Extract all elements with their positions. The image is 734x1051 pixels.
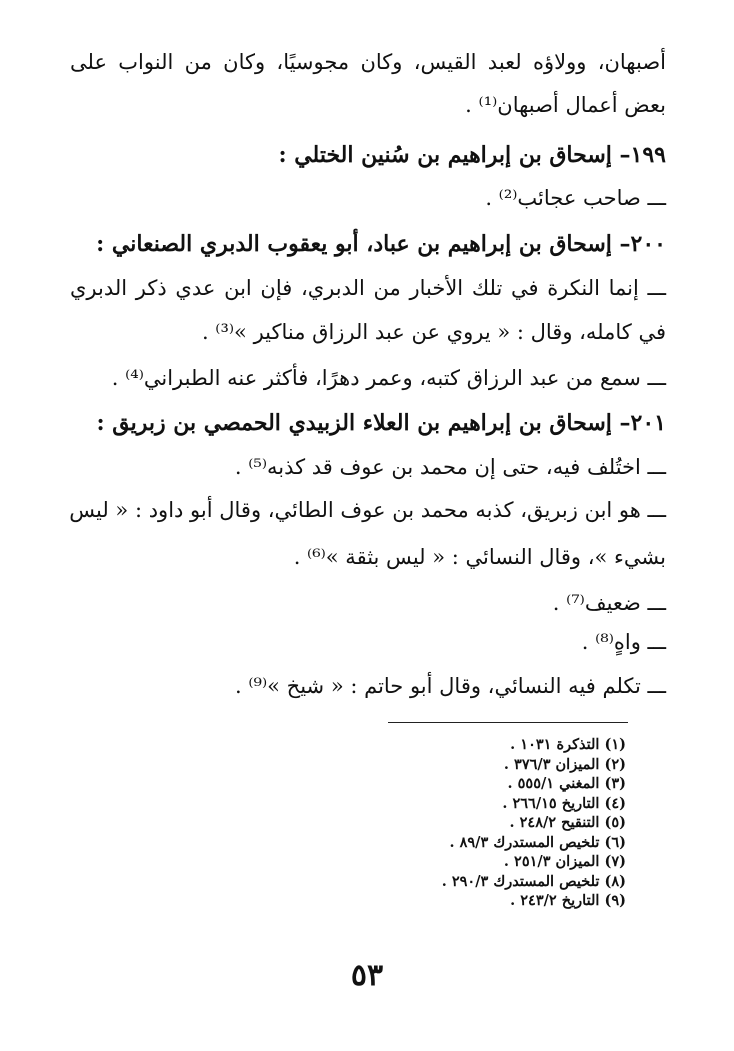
text-line: ـــ صاحب عجائب⁽²⁾ .: [485, 186, 666, 210]
entry-heading-199: ١٩٩– إسحاق بن إبراهيم بن سُنين الختلي :: [278, 142, 666, 168]
footnote-item: (٩) التاريخ ٢٤٣/٢ .: [510, 892, 626, 909]
text-line: بعض أعمال أصبهان⁽¹⁾ .: [465, 93, 666, 117]
text-line: ـــ سمع من عبد الرزاق كتبه، وعمر دهرًا، فأكثر عنه الطبراني⁽⁴⁾ .: [111, 366, 666, 390]
footnote-separator: [388, 722, 628, 723]
entry-heading-200: ٢٠٠– إسحاق بن إبراهيم بن عباد، أبو يعقوب الدبري الصنعاني :: [96, 231, 666, 257]
footnote-item: (٨) تلخيص المستدرك ٢٩٠/٣ .: [441, 872, 626, 890]
text-line: في كامله، وقال : « يروي عن عبد الرزاق مناكير »⁽³⁾ .: [201, 320, 666, 344]
text-line: ـــ اختُلف فيه، حتى إن محمد بن عوف قد كذبه⁽⁵⁾ .: [234, 455, 666, 479]
footnote-item: (١) التذكرة ١٠٣١ .: [510, 736, 626, 753]
text-line: أصبهان، وولاؤه لعبد القيس، وكان مجوسيًا، وكان من النواب على: [70, 50, 666, 74]
entry-heading-201: ٢٠١– إسحاق بن إبراهيم بن العلاء الزبيدي الحمصي بن زبريق :: [96, 410, 666, 436]
footnote-item: (٦) تلخيص المستدرك ٨٩/٣ .: [449, 833, 626, 851]
text-line: بشيء »، وقال النسائي : « ليس بثقة »⁽⁶⁾ .: [293, 545, 666, 569]
text-line: ـــ واهٍ⁽⁸⁾ .: [581, 630, 666, 654]
footnote-item: (٣) المغني ٥٥٥/١ .: [507, 775, 626, 792]
text-line: ـــ إنما النكرة في تلك الأخبار من الدبري، فإن ابن عدي ذكر الدبري: [70, 276, 666, 300]
page-number: ٥٣: [350, 958, 384, 993]
text-line: ـــ تكلم فيه النسائي، وقال أبو حاتم : « شيخ »⁽⁹⁾ .: [235, 674, 666, 698]
footnote-item: (٤) التاريخ ٢٦٦/١٥ .: [502, 794, 626, 812]
footnote-item: (٥) التنقيح ٢٤٨/٢ .: [509, 814, 626, 831]
footnotes: [442, 735, 626, 911]
footnote-item: (٢) الميزان ٣٧٦/٣ .: [503, 755, 626, 773]
footnote-item: (٧) الميزان ٢٥١/٣ .: [503, 853, 626, 870]
text-line: ـــ ضعيف⁽⁷⁾ .: [552, 591, 666, 615]
text-line: ـــ هو ابن زبريق، كذبه محمد بن عوف الطائي، وقال أبو داود : « ليس: [69, 498, 666, 522]
